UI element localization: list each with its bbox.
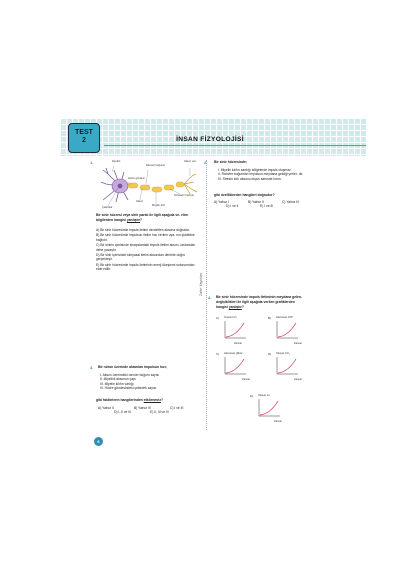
q4-graph-b-curve bbox=[278, 323, 296, 337]
test-badge bbox=[68, 123, 100, 153]
publisher-side-label: Zafer Yayınları bbox=[199, 272, 203, 296]
q3-question-mark: ? bbox=[161, 398, 164, 402]
page-number: 6 bbox=[94, 437, 103, 446]
q4-graph-a-letter: A) bbox=[216, 316, 219, 320]
q3-question bbox=[96, 398, 163, 403]
q4-graph-d-ylabel: Oluşan CO₂ bbox=[276, 352, 290, 355]
q4-graph-d-curve bbox=[278, 359, 296, 373]
q4-graph-c-ylabel: Harcanan glikoz bbox=[224, 352, 243, 355]
q1-stem-line2: rilen bilgilerden hangisi bbox=[96, 213, 189, 223]
test-number: 2 bbox=[82, 137, 86, 144]
q3-option-b[interactable]: B) Yalnız IV bbox=[134, 406, 152, 410]
label-ranvier: Ranvier boğumu bbox=[146, 164, 166, 167]
page-title: İNSAN FİZYOLOJİSİ bbox=[176, 136, 244, 143]
label-cekirdek: Çekirdek bbox=[102, 206, 113, 209]
q4-graph-c-xlabel: Zaman bbox=[242, 378, 251, 381]
axon-terminals bbox=[184, 174, 197, 194]
q4-graph-e-xlabel: Zaman bbox=[274, 420, 283, 423]
q1-option-e[interactable]: E) Bir sinir hücresinde impuls iletiminin enerji ükeşiemi sotonumdan elde edilir. bbox=[96, 262, 195, 272]
q4-graph-b-letter: B) bbox=[268, 316, 271, 320]
q1-stem-line1: Bir sinir hücresi veya sinir paralı ile ilgili aşağıda ve- bbox=[96, 213, 181, 217]
q3-item-2: II. Miyelinli aksonun çapı bbox=[100, 377, 136, 382]
test-label: TEST bbox=[75, 129, 93, 136]
q2-option-d[interactable]: D) I ve II bbox=[226, 204, 239, 209]
q4-graph-c-plot bbox=[224, 357, 246, 375]
q4-graph-d-letter: D) bbox=[268, 352, 272, 356]
nucleus bbox=[118, 184, 123, 189]
q3-item-3: III. Miyelin kılıfın varlığı bbox=[100, 381, 134, 386]
q4-graph-c-letter: C) bbox=[216, 352, 220, 356]
q2-options bbox=[214, 200, 324, 209]
q2-option-e[interactable]: E) I ve III bbox=[260, 204, 274, 209]
label-akson: Akson bbox=[136, 200, 144, 203]
q4-stem-emphasis: yanlıştır bbox=[228, 305, 242, 310]
q4-graph-b-ylabel: Harcanan ATP bbox=[276, 316, 293, 319]
q1-option-b[interactable]: B) Bir sinir hücresinde impulsun iletim hızı verilen uya- nın şiddetine bağlıdır. bbox=[96, 233, 195, 242]
q3-items bbox=[100, 373, 196, 391]
q3-question-emphasis: etkilenmez bbox=[143, 398, 162, 402]
q4-graph-b[interactable] bbox=[268, 316, 314, 346]
q4-graph-b-xlabel: Zaman bbox=[294, 342, 303, 345]
q1-options bbox=[96, 228, 198, 272]
q4-graph-c[interactable] bbox=[216, 352, 262, 382]
q4-graph-e[interactable] bbox=[250, 394, 296, 428]
q2-option-b[interactable]: B) Yalnız II bbox=[248, 200, 264, 204]
q4-graph-a-curve bbox=[226, 323, 244, 337]
q4-graph-e-plot bbox=[258, 399, 280, 417]
q4-stem-text: hangisi bbox=[216, 305, 229, 310]
q2-items bbox=[218, 168, 310, 181]
q4-stem bbox=[216, 295, 328, 311]
q4-number: 4. bbox=[208, 295, 212, 300]
q3-option-a[interactable]: A) Yalnız II bbox=[98, 406, 114, 410]
q1-option-a[interactable]: A) Bir sinir hücresinde impuls iletimi dendritten aksona doğrudur. bbox=[96, 228, 191, 232]
label-schwann: Schwann hücresi bbox=[174, 194, 194, 197]
q4-graph-e-ylabel: Oluşan su bbox=[258, 394, 270, 397]
label-miyelin: Miyelin kılıf bbox=[152, 204, 165, 207]
q2-item-3: III. Stresin lorlı aksonu dışarı sarsnde lorun. bbox=[218, 176, 282, 181]
q4-stem-line2: değişiklikleri ile ilgili aşağıda verilen grafiklerden bbox=[216, 300, 295, 305]
neuron-diagram bbox=[100, 160, 200, 212]
label-hucre-govdesi: Hücre gövdesi bbox=[128, 177, 145, 180]
q4-stem-line1: Bir sinir hücresinde impuls iletiminin meydana gelen- bbox=[216, 295, 303, 299]
q2-number: 2. bbox=[204, 160, 208, 165]
q2-item-1: I. Miyelin kılıfın sardığı bölgelerde impuls oluşmaz. bbox=[218, 168, 292, 172]
q3-option-e[interactable]: E) II, III ve IV bbox=[150, 410, 170, 415]
q2-question: gibi özelliklerden hangileri doğrudur? bbox=[214, 193, 275, 197]
q1-stem bbox=[96, 213, 198, 223]
q2-option-c[interactable]: C) Yalnız III bbox=[282, 200, 299, 204]
q1-stem-emphasis: yanlıştır bbox=[126, 218, 140, 223]
q1-stem-mark: ? bbox=[139, 218, 142, 223]
q1-option-c[interactable]: C) Bir sinirin içerisinde sinapslardaki impuls iletimi akson- lardandan dehe yavaştır. bbox=[96, 243, 196, 252]
q4-graph-a-xlabel: Zaman bbox=[234, 342, 243, 345]
q4-stem-mark: ? bbox=[241, 305, 244, 310]
q4-graph-a-plot bbox=[224, 321, 246, 339]
column-divider bbox=[206, 160, 207, 430]
q4-graph-e-curve bbox=[260, 401, 278, 415]
q3-options bbox=[98, 406, 202, 415]
q3-item-4: IV. Hücre gövdesindeki çekirdek sayısı bbox=[100, 386, 157, 391]
q4-graph-b-plot bbox=[276, 321, 298, 339]
q1-option-d[interactable]: D) Bir sinir içerisinde kimyasal iletim aksondan dentrite doğru gerçekleşir. bbox=[96, 253, 186, 262]
q2-item-2: II. Ranvier boğumları impulsun meydana geldiği yerler- dir. bbox=[218, 172, 304, 177]
q1-number: 1. bbox=[90, 160, 94, 165]
q3-number: 3. bbox=[90, 365, 94, 370]
q2-option-a[interactable]: A) Yalnız I bbox=[214, 200, 229, 204]
q3-option-d[interactable]: D) I, II ve III bbox=[114, 410, 132, 415]
q4-graph-d-plot bbox=[276, 357, 298, 375]
q4-graph-e-letter: E) bbox=[250, 394, 253, 398]
q3-item-1: I. Akson üzerindeki ranvier boğum sayısı bbox=[100, 373, 160, 377]
myelinated-axon bbox=[128, 182, 184, 192]
q3-question-text: gibi faktörlerin hangilerinden bbox=[96, 398, 144, 402]
q4-stem-line3 bbox=[216, 305, 328, 310]
label-akson-ucu: Akson ucu bbox=[184, 160, 197, 163]
q3-option-c[interactable]: C) I ve III bbox=[170, 406, 184, 410]
q4-graph-d-xlabel: Zaman bbox=[294, 378, 303, 381]
q4-graph-a-ylabel: İmpuls hızı bbox=[224, 316, 237, 319]
q3-stem: Bir nöron üzerinde aktarılan impulsun hızı; bbox=[98, 365, 167, 369]
label-dendrit: Dendrit bbox=[112, 160, 121, 163]
neuron-diagram-svg bbox=[100, 160, 200, 212]
q2-stem: Bir sinir hücresinde; bbox=[214, 160, 247, 164]
q4-graph-c-curve bbox=[226, 359, 244, 373]
q4-graph-d[interactable] bbox=[268, 352, 314, 382]
title-rule bbox=[104, 145, 366, 146]
